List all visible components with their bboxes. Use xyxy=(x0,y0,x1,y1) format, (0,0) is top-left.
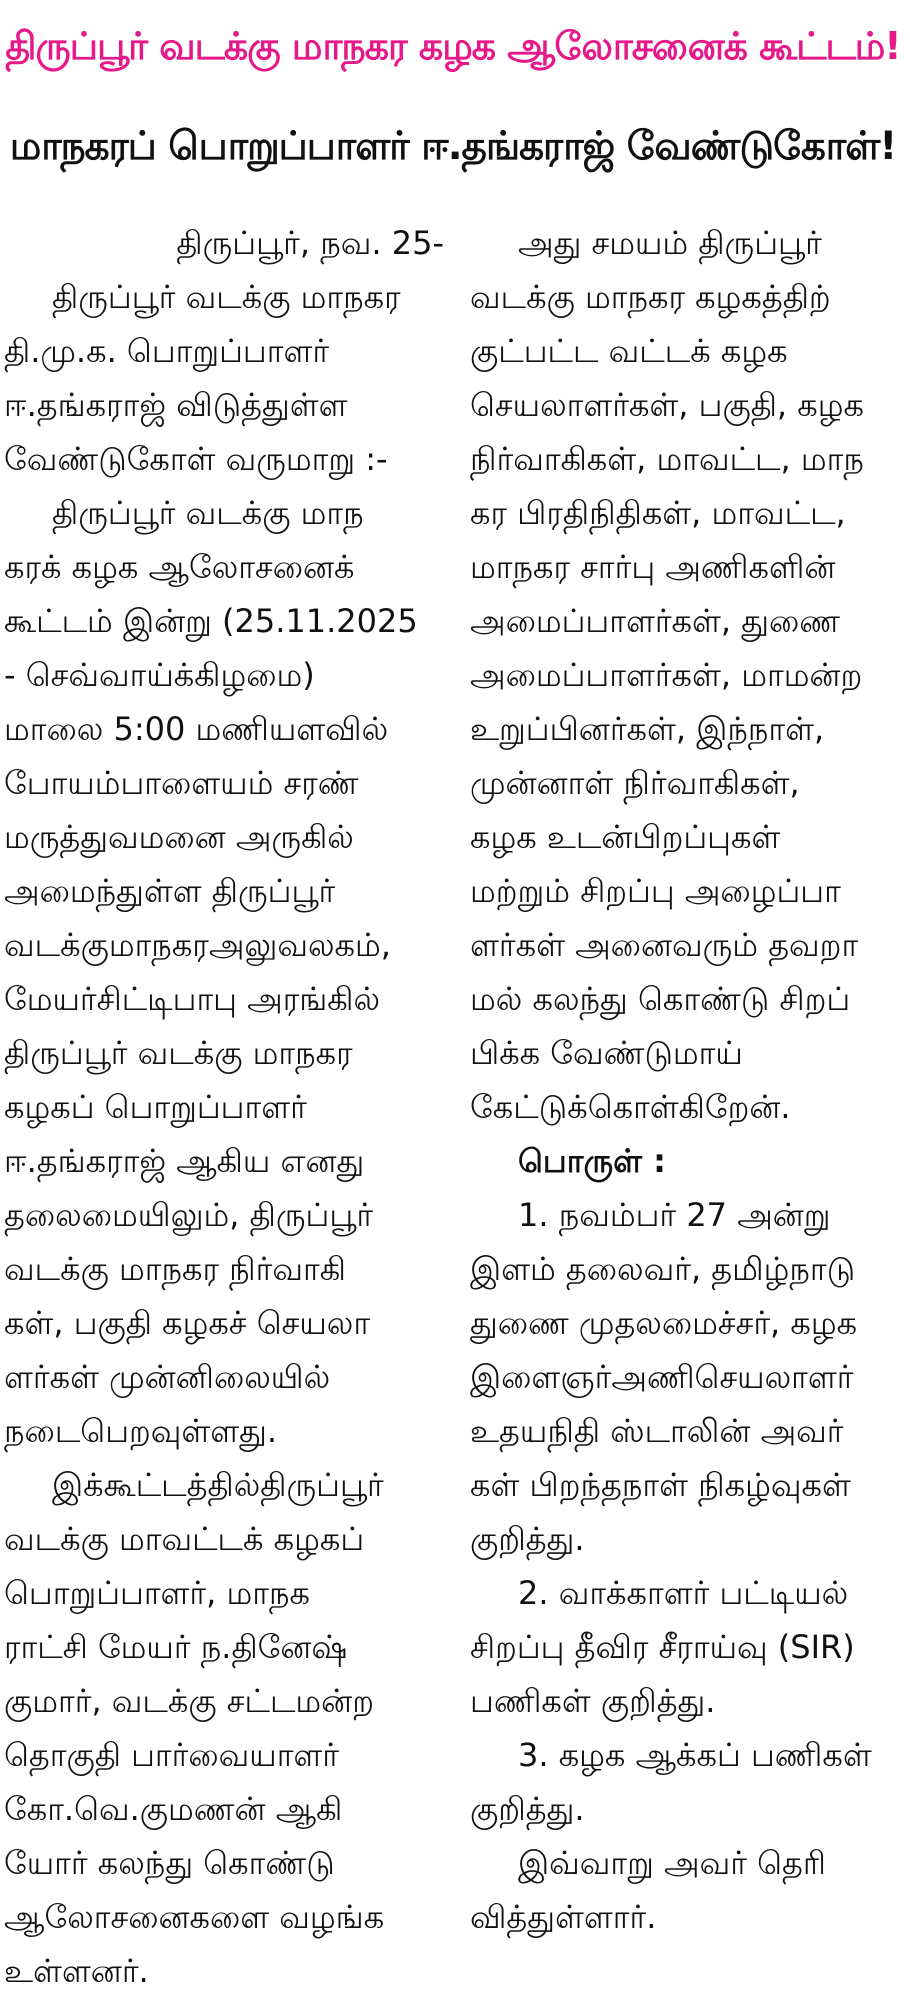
paragraph-line: பிக்க வேண்டுமாய் xyxy=(470,1034,743,1072)
agenda-item-line: கள் பிறந்தநாள் நிகழ்வுகள் xyxy=(470,1466,851,1504)
agenda-item-line: துணை முதலமைச்சர், கழக xyxy=(470,1304,858,1342)
paragraph-line: ளர்கள் முன்னிலையில் xyxy=(4,1358,331,1396)
paragraph-line: கூட்டம் இன்று (25.11.2025 xyxy=(4,602,418,640)
paragraph-line: அது சமயம் திருப்பூர் xyxy=(518,224,822,262)
subheadline: மாநகரப் பொறுப்பாளர் ஈ.தங்கராஜ் வேண்டுகோள்! xyxy=(9,124,897,169)
paragraph-line: வடக்கு மாநகர நிர்வாகி xyxy=(4,1250,346,1288)
agenda-heading: பொருள் : xyxy=(518,1142,666,1180)
agenda-item-line: குறித்து. xyxy=(470,1520,585,1558)
agenda-item-line: இளம் தலைவர், தமிழ்நாடு xyxy=(470,1250,856,1288)
paragraph-line: மாலை 5:00 மணியளவில் xyxy=(4,710,389,748)
paragraph-line: நிர்வாகிகள், மாவட்ட, மாந xyxy=(470,440,864,478)
dateline: திருப்பூர், நவ. 25- xyxy=(176,224,444,262)
paragraph-line: அமைந்துள்ள திருப்பூர் xyxy=(4,872,336,910)
paragraph-line: வேண்டுகோள் வருமாறு :- xyxy=(4,440,388,478)
agenda-item-line: உதயநிதி ஸ்டாலின் அவர் xyxy=(470,1412,844,1450)
paragraph-line: மல் கலந்து கொண்டு சிறப் xyxy=(470,980,851,1018)
agenda-item-line: சிறப்பு தீவிர சீராய்வு (SIR) xyxy=(470,1628,855,1666)
paragraph-line: அமைப்பாளர்கள், மாமன்ற xyxy=(470,656,863,694)
paragraph-line: அமைப்பாளர்கள், துணை xyxy=(470,602,840,640)
paragraph-line: முன்னாள் நிர்வாகிகள், xyxy=(470,764,800,802)
paragraph-line: கழகப் பொறுப்பாளர் xyxy=(4,1088,307,1126)
paragraph-line: வடக்கு மாநகர கழகத்திற் xyxy=(470,278,831,316)
paragraph-line: கர பிரதிநிதிகள், மாவட்ட, xyxy=(470,494,846,532)
agenda-item-line: 2. வாக்காளர் பட்டியல் xyxy=(518,1574,849,1612)
agenda-item-line: பணிகள் குறித்து. xyxy=(470,1682,716,1720)
paragraph-line: திருப்பூர் வடக்கு மாநகர xyxy=(4,1034,353,1072)
paragraph-line: வடக்குமாநகரஅலுவலகம், xyxy=(4,926,391,964)
right-column xyxy=(470,216,910,1936)
paragraph-line: மாநகர சார்பு அணிகளின் xyxy=(470,548,836,586)
paragraph-line: மேயர்சிட்டிபாபு அரங்கில் xyxy=(4,980,381,1018)
paragraph-line: செயலாளர்கள், பகுதி, கழக xyxy=(470,386,864,424)
paragraph-line: தி.மு.க. பொறுப்பாளர் xyxy=(4,332,330,370)
paragraph-line: தொகுதி பார்வையாளர் xyxy=(4,1736,340,1774)
paragraph-line: போயம்பாளையம் சரண் xyxy=(4,764,359,802)
paragraph-line: ஈ.தங்கராஜ் ஆகிய எனது xyxy=(4,1142,365,1180)
paragraph-line: உறுப்பினர்கள், இந்நாள், xyxy=(470,710,825,748)
agenda-item-line: இளைஞர்அணிசெயலாளர் xyxy=(470,1358,854,1396)
paragraph-line: இவ்வாறு அவர் தெரி xyxy=(518,1844,826,1882)
paragraph-line: கரக் கழக ஆலோசனைக் xyxy=(4,548,355,586)
paragraph-line: ஈ.தங்கராஜ் விடுத்துள்ள xyxy=(4,386,348,424)
paragraph-line: மற்றும் சிறப்பு அழைப்பா xyxy=(470,872,841,910)
paragraph-line: பொறுப்பாளர், மாநக xyxy=(4,1574,310,1612)
paragraph-line: கழக உடன்பிறப்புகள் xyxy=(470,818,781,856)
paragraph-line: யோர் கலந்து கொண்டு xyxy=(4,1844,335,1882)
paragraph-line: திருப்பூர் வடக்கு மாந xyxy=(52,494,364,532)
paragraph-line: ராட்சி மேயர் ந.தினேஷ் xyxy=(4,1628,348,1666)
agenda-item-line: 3. கழக ஆக்கப் பணிகள் xyxy=(518,1736,872,1774)
paragraph-line: இக்கூட்டத்தில்திருப்பூர் xyxy=(52,1466,384,1504)
paragraph-line: வித்துள்ளார். xyxy=(470,1898,657,1936)
paragraph-line: குமார், வடக்கு சட்டமன்ற xyxy=(4,1682,374,1720)
paragraph-line: குட்பட்ட வட்டக் கழக xyxy=(470,332,788,370)
headline: திருப்பூர் வடக்கு மாநகர கழக ஆலோசனைக் கூட்டம்! xyxy=(5,24,901,68)
paragraph-line: ளர்கள் அனைவரும் தவறா xyxy=(470,926,859,964)
paragraph-line: திருப்பூர் வடக்கு மாநகர xyxy=(52,278,401,316)
paragraph-line: கேட்டுக்கொள்கிறேன். xyxy=(470,1088,791,1126)
agenda-item-line: 1. நவம்பர் 27 அன்று xyxy=(518,1196,831,1234)
paragraph-line: உள்ளனர். xyxy=(4,1952,149,1990)
article-body xyxy=(0,216,906,1990)
paragraph-line: நடைபெறவுள்ளது. xyxy=(4,1412,278,1450)
paragraph-line: வடக்கு மாவட்டக் கழகப் xyxy=(4,1520,365,1558)
paragraph-line: ஆலோசனைகளை வழங்க xyxy=(4,1898,385,1936)
paragraph-line: கள், பகுதி கழகச் செயலா xyxy=(4,1304,371,1342)
paragraph-line: தலைமையிலும், திருப்பூர் xyxy=(4,1196,374,1234)
agenda-item-line: குறித்து. xyxy=(470,1790,585,1828)
paragraph-line: மருத்துவமனை அருகில் xyxy=(4,818,354,856)
paragraph-line: - செவ்வாய்க்கிழமை) xyxy=(4,656,315,694)
paragraph-line: கோ.வெ.குமணன் ஆகி xyxy=(4,1790,343,1828)
left-column xyxy=(4,216,444,1990)
